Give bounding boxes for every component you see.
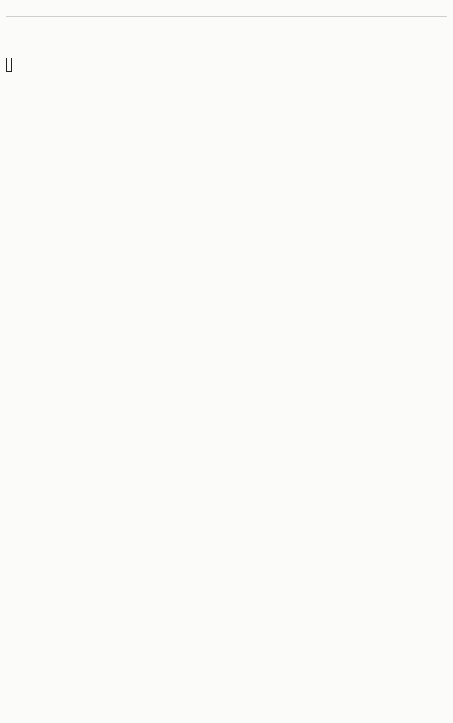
article-headline xyxy=(6,20,447,54)
continuation-tag xyxy=(6,58,12,72)
previous-article-last-line xyxy=(6,2,447,17)
article-body xyxy=(6,58,447,718)
